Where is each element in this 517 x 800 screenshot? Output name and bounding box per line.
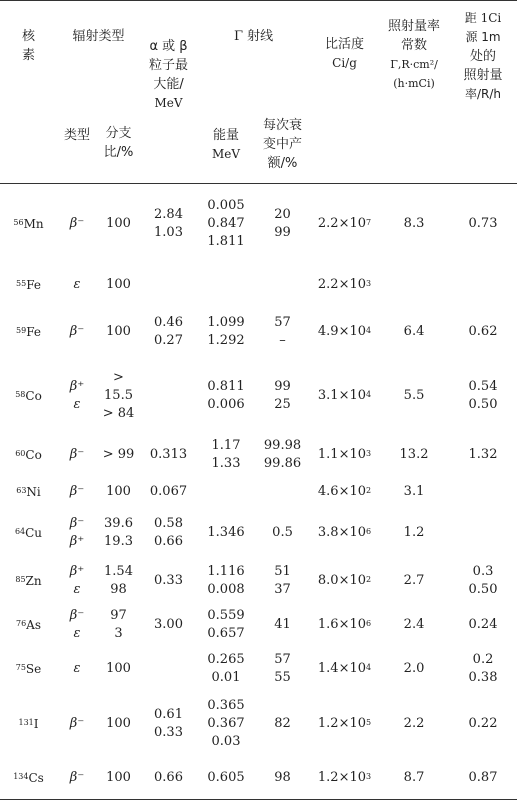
cell-line: 0.50 <box>468 397 498 412</box>
cell-nuclide <box>0 758 57 800</box>
cell-line: 19.3 <box>104 533 133 549</box>
cell-exposure-rate <box>449 691 517 758</box>
cell-line: 0.313 <box>149 447 188 462</box>
activity-mantissa: 3.1 <box>317 388 339 403</box>
activity-exponent: 4 <box>366 662 372 672</box>
cell-gamma-energy <box>197 306 255 359</box>
activity-exponent: 7 <box>366 218 372 228</box>
cell-gamma-yield <box>255 265 310 306</box>
cell-line: 0.61 <box>154 707 183 722</box>
times-ten: ×10 <box>338 447 367 462</box>
cell-exposure-constant: 2.0 <box>403 660 425 676</box>
cell-gamma-energy <box>197 691 255 758</box>
cell-specific-activity <box>310 359 379 434</box>
activity-mantissa: 1.2 <box>317 716 339 731</box>
cell-type <box>57 559 97 603</box>
activity-mantissa: 1.1 <box>317 447 339 462</box>
cell-line: 0.559 <box>207 607 245 623</box>
cell-max-energy <box>140 184 197 265</box>
cell-line: 100 <box>106 770 131 786</box>
cell-line: 0.811 <box>207 379 245 394</box>
element-symbol: I <box>33 717 39 731</box>
activity-mantissa: 4.9 <box>317 324 339 339</box>
cell-gamma-energy <box>197 265 255 306</box>
cell-gamma-energy <box>197 758 255 800</box>
cell-line: 0.005 <box>207 198 245 214</box>
mass-number: 134 <box>13 772 29 782</box>
cell-nuclide <box>0 306 57 359</box>
mass-number: 131 <box>18 718 34 727</box>
table-header <box>0 1 517 184</box>
cell-line: 1.346 <box>207 524 245 540</box>
cell-nuclide <box>0 477 57 507</box>
cell-line: > <box>113 370 124 385</box>
activity-exponent: 3 <box>366 772 372 782</box>
table-row <box>0 359 517 434</box>
cell-line: 0.367 <box>207 716 245 731</box>
header-exposure-constant: 照射量率 常数 Γ,R·cm²/ (h·mCi) <box>388 19 441 90</box>
mass-number: 63 <box>16 485 27 495</box>
cell-line: 37 <box>274 581 291 597</box>
header-gamma: Γ 射线 <box>233 29 274 44</box>
cell-gamma-energy <box>197 359 255 434</box>
cell-nuclide <box>0 507 57 559</box>
times-ten: ×10 <box>338 770 367 786</box>
cell-line: 57 <box>274 315 291 330</box>
cell-branch-ratio <box>97 603 140 647</box>
cell-line: β⁻ <box>69 716 85 731</box>
element-symbol: Co <box>25 448 42 462</box>
cell-line: 1.32 <box>468 447 498 462</box>
cell-max-energy <box>140 691 197 758</box>
element-symbol: Fe <box>26 278 41 292</box>
cell-line: 0.54 <box>468 379 498 394</box>
cell-exposure-constant: 2.2 <box>403 716 425 731</box>
activity-exponent: 2 <box>366 485 372 495</box>
cell-line: – <box>279 333 286 348</box>
cell-branch-ratio <box>97 559 140 603</box>
cell-line: 1.116 <box>207 563 245 579</box>
mass-number: 59 <box>16 326 27 335</box>
table-row <box>0 265 517 306</box>
cell-type <box>57 758 97 800</box>
cell-type <box>57 184 97 265</box>
cell-exposure-constant: 13.2 <box>399 447 429 462</box>
cell-gamma-yield <box>255 603 310 647</box>
cell-max-energy <box>140 758 197 800</box>
cell-line: 0.87 <box>468 770 498 786</box>
cell-specific-activity <box>310 184 379 265</box>
cell-exposure-constant: 8.3 <box>403 216 425 232</box>
cell-exposure-rate <box>449 603 517 647</box>
cell-line: 1.811 <box>207 234 245 250</box>
cell-line: β⁺ <box>69 533 85 549</box>
cell-line: β⁻ <box>69 770 85 786</box>
cell-line: β⁻ <box>69 216 85 232</box>
cell-type <box>57 306 97 359</box>
cell-line: 0.605 <box>207 770 245 786</box>
cell-type <box>57 507 97 559</box>
cell-line: 3 <box>114 625 123 641</box>
times-ten: ×10 <box>338 216 367 232</box>
cell-branch-ratio <box>97 306 140 359</box>
cell-specific-activity <box>310 603 379 647</box>
table-row <box>0 758 517 800</box>
cell-branch-ratio <box>97 477 140 507</box>
cell-type <box>57 477 97 507</box>
cell-line: 0.067 <box>149 483 188 499</box>
cell-specific-activity <box>310 306 379 359</box>
cell-line: 100 <box>106 324 131 339</box>
cell-exposure-constant: 3.1 <box>403 483 425 499</box>
cell-line: ε <box>73 660 81 676</box>
times-ten: ×10 <box>338 616 367 632</box>
cell-line: 2.84 <box>154 207 183 223</box>
cell-line: 100 <box>106 483 131 499</box>
times-ten: ×10 <box>338 716 367 731</box>
cell-line: 0.3 <box>472 563 494 579</box>
cell-line: β⁻ <box>69 447 85 462</box>
cell-exposure-constant: 2.4 <box>403 616 425 632</box>
table-row <box>0 691 517 758</box>
cell-exposure-rate <box>449 265 517 306</box>
cell-gamma-yield <box>255 184 310 265</box>
cell-gamma-yield <box>255 434 310 477</box>
cell-exposure-rate <box>449 359 517 434</box>
cell-gamma-yield <box>255 507 310 559</box>
cell-nuclide <box>0 559 57 603</box>
cell-line: 0.847 <box>207 216 245 232</box>
activity-exponent: 5 <box>366 718 372 727</box>
element-symbol: Cu <box>25 525 43 540</box>
cell-line: 100 <box>106 716 131 731</box>
mass-number: 60 <box>15 449 26 458</box>
cell-gamma-yield <box>255 758 310 800</box>
mass-number: 75 <box>15 662 26 672</box>
cell-line: β⁻ <box>69 515 85 531</box>
cell-line: > 84 <box>102 406 135 421</box>
cell-branch-ratio <box>97 359 140 434</box>
cell-gamma-energy <box>197 507 255 559</box>
cell-line: 0.58 <box>154 515 183 531</box>
cell-line: 41 <box>274 616 291 632</box>
cell-exposure-rate <box>449 184 517 265</box>
cell-line: > 99 <box>102 447 135 462</box>
cell-gamma-energy <box>197 647 255 691</box>
cell-type <box>57 359 97 434</box>
header-gamma-yield: 每次衰 变中产 额/% <box>263 117 303 171</box>
cell-type <box>57 265 97 306</box>
activity-mantissa: 2.2 <box>317 277 339 292</box>
cell-line: 0.46 <box>154 315 183 330</box>
cell-line: 1.099 <box>207 315 245 330</box>
activity-exponent: 3 <box>366 279 372 288</box>
cell-line: 1.17 <box>211 438 241 453</box>
cell-line: 0.33 <box>154 725 183 740</box>
cell-gamma-energy <box>197 559 255 603</box>
cell-type <box>57 434 97 477</box>
cell-line: 1.33 <box>211 456 241 471</box>
cell-max-energy <box>140 359 197 434</box>
mass-number: 85 <box>15 574 26 584</box>
cell-nuclide <box>0 603 57 647</box>
cell-line: 0.27 <box>154 333 183 348</box>
cell-line: 39.6 <box>104 515 133 531</box>
times-ten: ×10 <box>338 388 367 403</box>
activity-mantissa: 1.6 <box>317 616 339 632</box>
cell-line: 98 <box>274 770 291 786</box>
cell-specific-activity <box>310 691 379 758</box>
cell-exposure-constant: 5.5 <box>403 388 425 403</box>
header-radiation-type: 辐射类型 <box>72 29 125 44</box>
cell-line: ε <box>73 625 81 641</box>
cell-line: 0.38 <box>468 669 498 685</box>
cell-branch-ratio <box>97 507 140 559</box>
cell-exposure-rate <box>449 647 517 691</box>
cell-gamma-energy <box>197 603 255 647</box>
cell-exposure-rate <box>449 306 517 359</box>
cell-line: 51 <box>274 563 291 579</box>
mass-number: 56 <box>13 218 24 228</box>
cell-line: 0.66 <box>154 533 183 549</box>
cell-gamma-energy <box>197 477 255 507</box>
header-specific-activity: 比活度 Ci/g <box>325 37 365 70</box>
table-row <box>0 507 517 559</box>
cell-line: 0.008 <box>207 581 245 597</box>
times-ten: ×10 <box>338 660 367 676</box>
activity-mantissa: 2.2 <box>317 216 339 232</box>
times-ten: ×10 <box>338 277 367 292</box>
cell-gamma-yield <box>255 559 310 603</box>
cell-nuclide <box>0 691 57 758</box>
times-ten: ×10 <box>338 483 367 499</box>
cell-line: 99 <box>274 225 291 241</box>
activity-exponent: 4 <box>366 390 372 399</box>
cell-line: 25 <box>274 397 291 412</box>
cell-specific-activity <box>310 434 379 477</box>
cell-type <box>57 603 97 647</box>
cell-line: 0.22 <box>468 716 498 731</box>
cell-nuclide <box>0 359 57 434</box>
header-max-energy-lower <box>140 114 197 184</box>
activity-exponent: 2 <box>366 574 372 584</box>
cell-branch-ratio <box>97 758 140 800</box>
activity-mantissa: 1.2 <box>317 770 339 786</box>
element-symbol: Mn <box>23 217 44 232</box>
header-nuclide: 核 素 <box>21 29 35 63</box>
cell-branch-ratio <box>97 184 140 265</box>
element-symbol: Co <box>25 389 42 403</box>
cell-line: 0.01 <box>211 669 241 685</box>
cell-max-energy <box>140 434 197 477</box>
cell-line: 0.33 <box>154 572 183 588</box>
mass-number: 64 <box>14 526 26 536</box>
cell-max-energy <box>140 477 197 507</box>
table-row <box>0 559 517 603</box>
cell-max-energy <box>140 559 197 603</box>
cell-specific-activity <box>310 559 379 603</box>
table-row <box>0 647 517 691</box>
cell-exposure-constant: 6.4 <box>403 324 425 339</box>
cell-line: 99.86 <box>263 456 302 471</box>
cell-exposure-rate <box>449 434 517 477</box>
cell-specific-activity <box>310 265 379 306</box>
cell-type <box>57 647 97 691</box>
header-max-energy: α 或 β 粒子最 大能/ MeV <box>149 39 189 110</box>
cell-specific-activity <box>310 758 379 800</box>
cell-exposure-constant: 8.7 <box>403 770 425 786</box>
activity-mantissa: 3.8 <box>317 524 339 540</box>
cell-line: 0.365 <box>207 698 245 713</box>
cell-gamma-energy <box>197 184 255 265</box>
element-symbol: Zn <box>25 573 42 588</box>
mass-number: 58 <box>15 390 26 399</box>
cell-line: 15.5 <box>104 388 133 403</box>
cell-exposure-constant: 1.2 <box>403 524 425 540</box>
cell-gamma-energy <box>197 434 255 477</box>
cell-line: 0.006 <box>207 397 245 412</box>
cell-line: 20 <box>274 207 291 223</box>
cell-line: 82 <box>274 716 291 731</box>
cell-branch-ratio <box>97 691 140 758</box>
activity-exponent: 3 <box>366 449 372 458</box>
cell-exposure-rate <box>449 559 517 603</box>
cell-line: 98 <box>110 581 127 597</box>
cell-line: 1.54 <box>104 563 133 579</box>
cell-line: 0.657 <box>207 625 245 641</box>
cell-gamma-yield <box>255 306 310 359</box>
cell-line: 0.5 <box>272 524 293 540</box>
cell-branch-ratio <box>97 265 140 306</box>
table-body <box>0 184 517 800</box>
cell-line: ε <box>73 397 81 412</box>
header-type: 类型 <box>63 127 90 143</box>
element-symbol: Ni <box>26 484 41 499</box>
cell-exposure-rate <box>449 758 517 800</box>
cell-line: β⁻ <box>69 483 85 499</box>
times-ten: ×10 <box>338 572 367 588</box>
times-ten: ×10 <box>338 524 367 540</box>
activity-exponent: 4 <box>366 326 372 335</box>
cell-line: β⁺ <box>69 563 85 579</box>
cell-line: 55 <box>274 669 291 685</box>
element-symbol: Fe <box>26 325 41 339</box>
mass-number: 55 <box>16 279 27 288</box>
cell-line: 97 <box>110 607 127 623</box>
cell-max-energy <box>140 603 197 647</box>
element-symbol: Cs <box>28 771 44 786</box>
activity-mantissa: 4.6 <box>317 483 339 499</box>
cell-nuclide <box>0 184 57 265</box>
table-row <box>0 477 517 507</box>
cell-line: 0.73 <box>468 216 498 232</box>
header-gamma-energy: 能量 MeV <box>211 127 241 161</box>
activity-exponent: 6 <box>366 618 372 628</box>
element-symbol: Se <box>25 661 42 676</box>
table-row <box>0 603 517 647</box>
cell-max-energy <box>140 647 197 691</box>
cell-line: 1.292 <box>207 333 245 348</box>
activity-mantissa: 1.4 <box>317 660 339 676</box>
mass-number: 76 <box>15 618 27 628</box>
cell-gamma-yield <box>255 359 310 434</box>
cell-line: β⁺ <box>69 379 85 394</box>
cell-line: 0.03 <box>211 734 241 749</box>
cell-line: 0.62 <box>468 324 498 339</box>
cell-line: ε <box>73 581 81 597</box>
cell-line: 3.00 <box>154 616 183 632</box>
activity-exponent: 6 <box>366 526 372 536</box>
table-row <box>0 306 517 359</box>
cell-max-energy <box>140 265 197 306</box>
cell-nuclide <box>0 265 57 306</box>
cell-gamma-yield <box>255 477 310 507</box>
cell-exposure-constant <box>379 265 449 306</box>
cell-nuclide <box>0 647 57 691</box>
cell-branch-ratio <box>97 647 140 691</box>
cell-line: β⁻ <box>69 607 85 623</box>
cell-specific-activity <box>310 507 379 559</box>
cell-line: 99 <box>274 379 291 394</box>
cell-line: 0.265 <box>207 651 245 667</box>
table-row <box>0 184 517 265</box>
cell-branch-ratio <box>97 434 140 477</box>
header-exposure-rate: 距 1Ci 源 1m 处的 照射量 率/R/h <box>463 11 503 101</box>
cell-max-energy <box>140 507 197 559</box>
cell-exposure-rate <box>449 507 517 559</box>
cell-exposure-constant: 2.7 <box>403 572 425 588</box>
cell-line: 100 <box>106 660 131 676</box>
cell-line: 99.98 <box>263 438 302 453</box>
activity-mantissa: 8.0 <box>317 572 339 588</box>
element-symbol: As <box>26 617 41 632</box>
cell-line: 100 <box>106 277 131 292</box>
cell-line: 57 <box>274 651 291 667</box>
cell-exposure-rate <box>449 477 517 507</box>
cell-gamma-yield <box>255 647 310 691</box>
cell-line: 0.50 <box>468 581 498 597</box>
cell-line: 100 <box>106 216 131 232</box>
header-branch-ratio: 分支 比/% <box>103 125 134 160</box>
cell-max-energy <box>140 306 197 359</box>
cell-specific-activity <box>310 647 379 691</box>
cell-type <box>57 691 97 758</box>
cell-gamma-yield <box>255 691 310 758</box>
cell-line: 0.2 <box>472 651 494 667</box>
cell-line: 0.66 <box>154 770 183 786</box>
table-row <box>0 434 517 477</box>
cell-specific-activity <box>310 477 379 507</box>
cell-line: 0.24 <box>468 616 498 632</box>
cell-line: β⁻ <box>69 324 85 339</box>
cell-nuclide <box>0 434 57 477</box>
times-ten: ×10 <box>338 324 367 339</box>
cell-line: 1.03 <box>154 225 183 241</box>
cell-line: ε <box>73 277 81 292</box>
